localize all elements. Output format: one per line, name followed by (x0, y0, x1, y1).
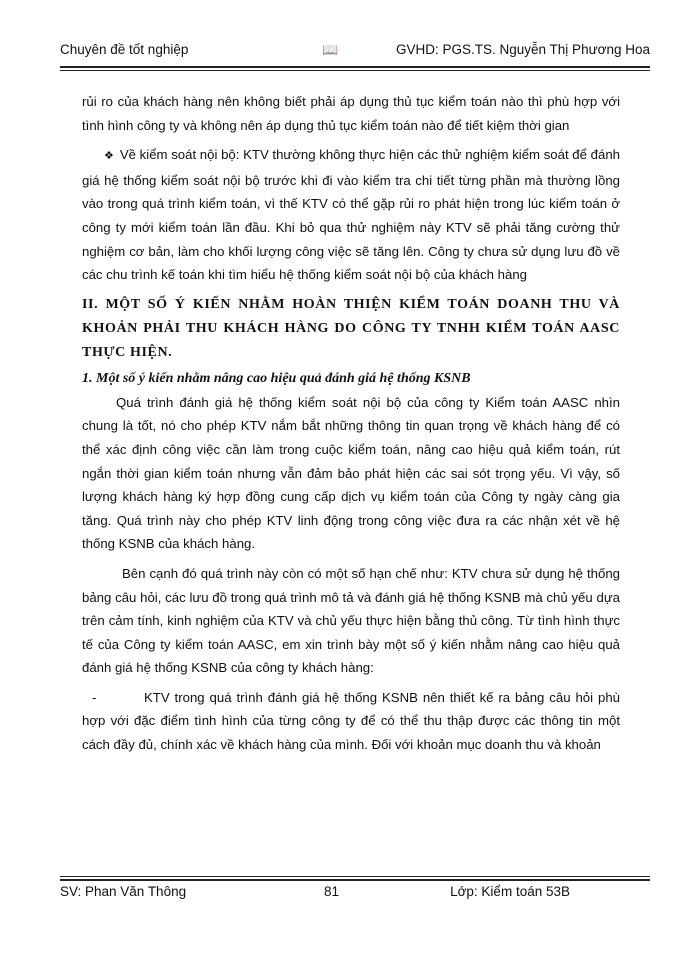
section-heading: II. MỘT SỐ Ý KIẾN NHẰM HOÀN THIỆN KIỂM TOÁN DOANH THU VÀ KHOẢN PHẢI THU KHÁCH HÀNG DO CÔNG TY TNHH KIỂM TOÁN AASC THỰC HIỆN. (82, 296, 620, 360)
supervisor-label: GVHD: PGS.TS. Nguyễn Thị Phương Hoa (396, 42, 650, 57)
page-header (60, 42, 650, 64)
internal-control-text: Về kiểm soát nội bộ: KTV thường không thực hiện các thử nghiệm kiểm soát để đánh giá hệ thống kiểm soát nội bộ trước khi đi vào kiểm tra chi tiết từng phần mà thường lồng vào trong quá trình kiểm toán, vì thế KTV có thể gặp rủi ro phát hiện trong lúc kiểm toán ở công ty mới kiểm toán lần đầu. Khi bỏ qua thử nghiệm này KTV sẽ phải tăng cường thử nghiệm cơ bản, làm cho khối lượng công việc sẽ tăng lên. Công ty chưa sử dụng lưu đồ về các chu trình kế toán khi tìm hiểu hệ thống kiểm soát nội bộ của khách hàng (82, 147, 620, 283)
header-divider (60, 66, 650, 68)
paragraph-limitations: Bên cạnh đó quá trình này còn có một số hạn chế như: KTV chưa sử dụng hệ thống bảng câu hỏi, các lưu đồ trong quá trình mô tả và đánh giá hệ thống KSNB mà chủ yếu dựa trên cảm tính, kinh nghiệm của KTV và chủ yếu thực hiện bằng thủ công. Từ tình hình thực tế của Công ty kiểm toán AASC, em xin trình bày một số ý kiến nhằm nâng cao hiệu quả đánh giá hệ thống KSNB của công ty khách hàng: (82, 565, 620, 676)
paragraph-internal-control (82, 143, 620, 287)
paragraph-risk-continuation: rủi ro của khách hàng nên không biết phải áp dụng thủ tục kiểm toán nào thì phù hợp với tình hình công ty và không nên áp dụng thủ tục kiểm toán nào để tiết kiệm thời gian (82, 94, 620, 133)
footer-divider-thin (60, 876, 650, 877)
footer-divider (60, 879, 650, 881)
student-name: SV: Phan Văn Thông (60, 884, 187, 899)
dash-bullet: - (92, 689, 97, 705)
subsection-heading: 1. Một số ý kiến nhằm nâng cao hiệu quả đánh giá hệ thống KSNB (82, 370, 471, 386)
page-number: 81 (324, 884, 340, 899)
paragraph-questionnaire (82, 686, 620, 757)
book-icon: 📖 (322, 42, 339, 57)
class-label: Lớp: Kiểm toán 53B (450, 884, 570, 899)
page-footer (60, 884, 650, 904)
document-type-label: Chuyên đề tốt nghiệp (60, 42, 189, 57)
questionnaire-text: KTV trong quá trình đánh giá hệ thống KSNB nên thiết kế ra bảng câu hỏi phù hợp với đặc điểm tình hình của từng công ty để có thể thu thập được các thông tin một cách đầy đủ, chính xác về khách hàng của mình. Đối với khoản mục doanh thu và khoản (82, 689, 620, 753)
paragraph-evaluation-process: Quá trình đánh giá hệ thống kiểm soát nội bộ của công ty Kiểm toán AASC nhìn chung là tốt, nó cho phép KTV nắm bắt những thông tin quan trọng về khách hàng để có thể xác định công việc cần làm trong cuộc kiểm toán, nâng cao hiệu quả kiểm toán, rút ngắn thời gian kiểm toán nhưng vẫn đảm bảo phát hiện các sai sót trọng yếu. Vì vậy, số lượng khách hàng ký hợp đồng cung cấp dịch vụ kiểm toán của Công ty ngày càng gia tăng. Quá trình này cho phép KTV linh động trong công việc đưa ra các nhận xét về hệ thống KSNB của khách hàng. (82, 394, 620, 552)
diamond-bullet-icon: ❖ (104, 150, 114, 163)
page-body (82, 90, 620, 757)
header-divider-thin (60, 70, 650, 71)
